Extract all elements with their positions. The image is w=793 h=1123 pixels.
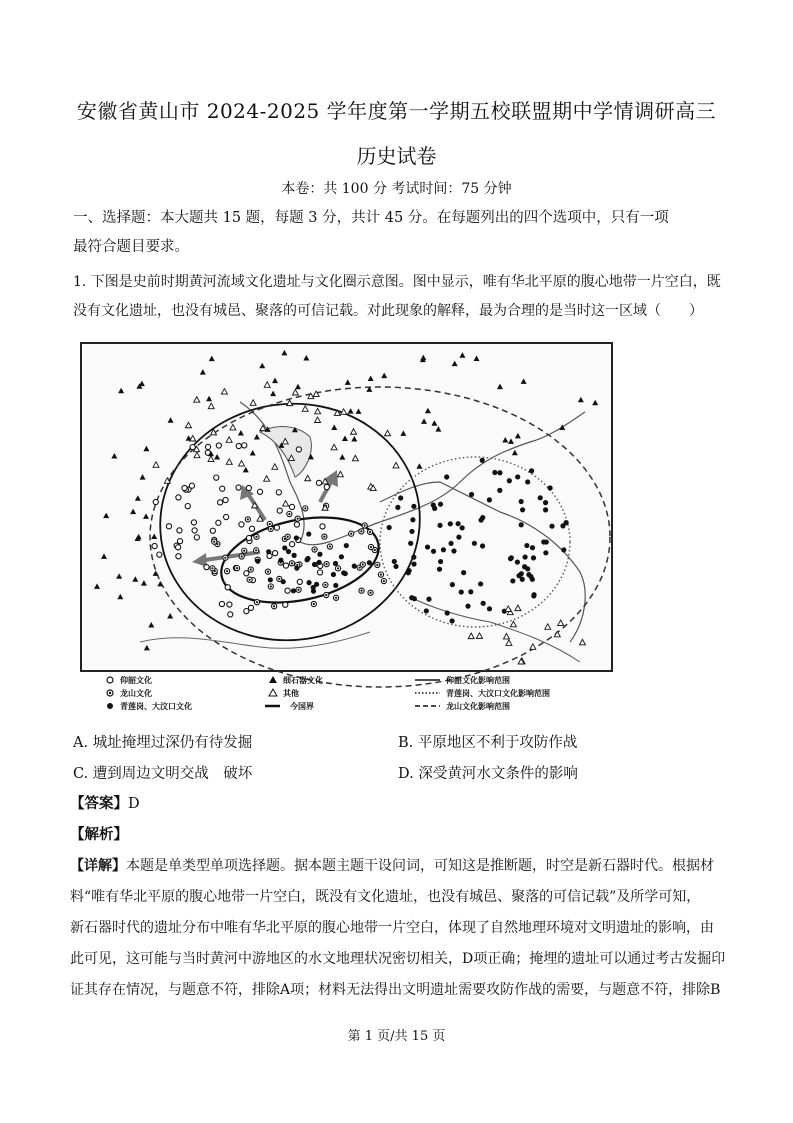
site-marker	[528, 574, 533, 579]
site-marker	[242, 548, 247, 553]
site-marker	[317, 570, 322, 575]
site-marker	[176, 554, 181, 559]
site-marker	[431, 549, 436, 554]
site-marker	[367, 560, 372, 565]
site-marker	[547, 485, 552, 490]
site-marker	[437, 567, 442, 572]
site-marker	[224, 514, 229, 519]
site-marker	[410, 517, 415, 522]
site-marker	[487, 497, 492, 502]
site-marker	[324, 484, 329, 489]
detail-line5: 证其存在情况，与题意不符，排除A项；材料无法得出文明遗址需要攻防作战的需要，与题意不符，排除B	[70, 982, 721, 998]
site-marker	[210, 566, 215, 571]
site-marker	[406, 570, 411, 575]
site-marker	[278, 558, 283, 563]
site-marker	[177, 539, 182, 544]
legend-label-microlith: 细石器文化	[283, 676, 323, 685]
site-marker	[438, 502, 443, 507]
site-marker	[223, 555, 228, 560]
site-marker	[266, 549, 271, 554]
site-marker	[438, 559, 443, 564]
site-marker	[289, 504, 294, 509]
site-marker	[375, 562, 380, 567]
site-marker	[456, 521, 461, 526]
site-marker	[324, 592, 329, 597]
page-footer: 第 1 页/共 15 页	[347, 1029, 446, 1044]
site-marker	[349, 531, 354, 536]
site-marker	[216, 520, 221, 525]
site-marker	[480, 515, 485, 520]
site-marker	[255, 559, 260, 564]
exam-title-line1: 安徽省黄山市 2024-2025 学年度第一学期五校联盟期中学情调研高三	[76, 99, 717, 123]
site-marker	[272, 604, 277, 609]
site-marker	[225, 569, 230, 574]
site-marker	[487, 606, 492, 611]
site-marker	[317, 552, 322, 557]
detail-line4: 此可见，这可能与当时黄河中游地区的水文地理状况密切相关，D项正确；掩埋的遗址可以通过考古发掘印	[70, 951, 726, 967]
site-marker	[283, 563, 288, 568]
site-marker	[378, 572, 383, 577]
site-marker	[333, 561, 338, 566]
site-marker	[194, 535, 199, 540]
site-marker	[538, 495, 543, 500]
site-marker	[362, 523, 367, 528]
site-marker	[295, 516, 300, 521]
analysis-tag: 【解析】	[70, 826, 128, 843]
site-marker	[289, 561, 294, 566]
site-marker	[227, 602, 232, 607]
question-1-line2: 没有文化遗址，也没有城邑、聚落的可信记载。对此现象的解释，最为合理的是当时这一区域（ ）	[73, 303, 703, 319]
site-marker	[322, 534, 327, 539]
site-marker	[459, 589, 464, 594]
site-marker	[333, 583, 338, 588]
site-marker	[460, 525, 465, 530]
site-marker	[191, 520, 196, 525]
site-marker	[254, 600, 259, 605]
site-marker	[359, 529, 364, 534]
site-marker	[451, 548, 456, 553]
section-instruction-line1: 一、选择题：本大题共 15 题，每题 3 分，共计 45 分。在每题列出的四个选项中，只有一项	[73, 210, 669, 226]
site-marker	[218, 500, 223, 505]
culture-site-map	[80, 342, 613, 710]
site-marker	[387, 525, 392, 530]
site-marker	[248, 605, 253, 610]
site-marker	[182, 485, 187, 490]
site-marker	[205, 444, 210, 449]
site-marker	[543, 500, 548, 505]
site-marker	[510, 578, 515, 583]
site-marker	[294, 535, 299, 540]
site-marker	[214, 475, 219, 480]
legend-label-dawenkou: 青莲岗、大汶口文化	[120, 702, 192, 710]
site-marker	[175, 545, 180, 550]
site-marker	[541, 539, 546, 544]
site-marker	[268, 526, 273, 531]
site-marker	[291, 588, 296, 593]
site-marker	[469, 492, 474, 497]
site-marker	[509, 555, 514, 560]
site-marker	[265, 569, 270, 574]
site-marker	[359, 588, 364, 593]
site-marker	[360, 562, 365, 567]
site-marker	[448, 521, 453, 526]
site-marker	[441, 547, 446, 552]
site-marker	[281, 579, 286, 584]
site-marker	[444, 474, 449, 479]
site-marker	[296, 447, 301, 452]
legend-label-longshan: 龙山文化	[120, 689, 152, 698]
answer-value: D	[128, 796, 140, 812]
site-marker	[246, 535, 251, 540]
site-marker	[339, 554, 344, 559]
site-marker	[531, 555, 536, 560]
site-marker	[412, 596, 417, 601]
option-a: A. 城址掩埋过深仍有待发掘	[73, 735, 253, 751]
site-marker	[268, 584, 273, 589]
site-marker	[152, 543, 157, 548]
site-marker	[465, 604, 470, 609]
site-marker	[285, 588, 290, 593]
option-b: B. 平原地区不利于攻防作战	[398, 735, 578, 751]
site-marker	[529, 468, 534, 473]
site-marker	[411, 555, 416, 560]
site-marker	[323, 582, 328, 587]
site-marker	[331, 572, 336, 577]
exam-title-line2: 历史试卷	[356, 144, 437, 168]
site-marker	[478, 581, 483, 586]
site-marker	[530, 545, 535, 550]
site-marker	[244, 571, 249, 576]
site-marker	[437, 523, 442, 528]
site-marker	[254, 548, 259, 553]
site-marker	[431, 502, 436, 507]
exam-meta: 本卷：共 100 分 考试时间：75 分钟	[281, 181, 512, 197]
site-marker	[472, 541, 477, 546]
site-marker	[335, 566, 340, 571]
site-marker	[177, 528, 182, 533]
site-marker	[317, 560, 322, 565]
site-marker	[311, 601, 316, 606]
site-marker	[480, 543, 485, 548]
site-marker	[257, 489, 262, 494]
site-marker	[277, 508, 282, 513]
site-marker	[212, 539, 217, 544]
map-legend	[107, 675, 550, 710]
site-marker	[515, 559, 520, 564]
question-1-line1: 1. 下图是史前时期黄河流域文化遗址与文化圈示意图。图中显示，唯有华北平原的腹心地带一片空白，既	[73, 274, 721, 290]
site-marker	[426, 597, 431, 602]
site-marker	[157, 552, 162, 557]
answer-tag: 【答案】	[70, 795, 128, 812]
site-marker	[324, 562, 329, 567]
site-marker	[449, 618, 454, 623]
site-marker	[468, 589, 473, 594]
answer-line	[70, 792, 140, 813]
site-marker	[204, 565, 209, 570]
site-marker	[395, 505, 400, 510]
site-marker	[216, 443, 221, 448]
site-marker	[247, 577, 252, 582]
site-marker	[283, 602, 288, 607]
site-marker	[524, 543, 529, 548]
site-marker	[367, 529, 372, 534]
legend-label-border: 今国界	[290, 702, 314, 710]
site-marker	[239, 522, 244, 527]
site-marker	[248, 567, 253, 572]
site-marker	[306, 580, 311, 585]
detail-tag: 【详解】	[70, 858, 126, 874]
site-marker	[285, 534, 290, 539]
legend-label-yangshao: 仰韶文化	[120, 676, 152, 685]
site-marker	[519, 571, 524, 576]
site-marker	[296, 587, 301, 592]
site-marker	[320, 524, 325, 529]
site-marker	[368, 544, 373, 549]
site-marker	[292, 553, 297, 558]
site-marker	[515, 474, 520, 479]
site-marker	[268, 577, 273, 582]
site-marker	[294, 566, 299, 571]
site-marker	[234, 566, 239, 571]
site-marker	[166, 524, 171, 529]
site-marker	[525, 479, 530, 484]
detail-text-1: 本题是单类型单项选择题。据本题主题干设问词，可知这是推断题，时空是新石器时代。根据材	[126, 858, 714, 874]
site-marker	[228, 612, 233, 617]
site-marker	[507, 478, 512, 483]
site-marker	[246, 485, 251, 490]
legend-label-dawenkou-range: 青莲岗、大汶口文化影响范围	[446, 689, 550, 698]
site-marker	[305, 556, 310, 561]
legend-label-other: 其他	[283, 689, 299, 698]
site-marker	[192, 528, 197, 533]
site-marker	[425, 544, 430, 549]
site-marker	[408, 541, 413, 546]
site-marker	[381, 578, 386, 583]
site-marker	[176, 495, 181, 500]
site-marker	[333, 595, 338, 600]
site-marker	[445, 610, 450, 615]
site-marker	[287, 511, 292, 516]
site-marker	[223, 497, 228, 502]
site-marker	[210, 528, 215, 533]
site-marker	[185, 503, 190, 508]
site-marker	[276, 490, 281, 495]
site-marker	[327, 544, 332, 549]
site-marker	[294, 522, 299, 527]
site-marker	[236, 485, 241, 490]
site-marker	[189, 483, 194, 488]
site-marker	[274, 525, 279, 530]
site-marker	[497, 488, 502, 493]
site-marker	[219, 601, 224, 606]
site-marker	[409, 529, 414, 534]
site-marker	[344, 543, 349, 548]
site-marker	[523, 554, 528, 559]
site-marker	[398, 495, 403, 500]
site-marker	[392, 559, 397, 564]
site-marker	[312, 547, 317, 552]
site-marker	[239, 554, 244, 559]
site-marker	[245, 517, 250, 522]
site-marker	[456, 535, 461, 540]
site-marker	[497, 470, 502, 475]
detail-line2: 料“唯有华北平原的腹心地带一片空白，既没有文化遗址，也没有城邑、聚落的可信记载”及所学可知，	[70, 889, 701, 905]
site-marker	[411, 561, 416, 566]
site-marker	[249, 526, 254, 531]
legend-label-yangshao-range: 仰韶文化影响范围	[446, 676, 510, 685]
site-marker	[525, 566, 530, 571]
site-marker	[343, 571, 348, 576]
site-marker	[481, 601, 486, 606]
option-c: C. 遭到周边文明交战 破坏	[73, 766, 253, 782]
site-marker	[549, 524, 554, 529]
site-marker	[352, 564, 357, 569]
site-marker	[411, 504, 416, 509]
site-marker	[561, 547, 566, 552]
detail-line1	[70, 852, 730, 880]
site-marker	[450, 582, 455, 587]
site-marker	[461, 570, 466, 575]
site-marker	[519, 499, 524, 504]
site-marker	[290, 542, 295, 547]
site-marker	[242, 443, 247, 448]
site-marker	[312, 562, 317, 567]
option-d: D. 深受黄河水文条件的影响	[398, 766, 578, 782]
site-marker	[316, 480, 321, 485]
site-marker	[560, 523, 565, 528]
site-marker	[306, 531, 311, 536]
site-marker	[492, 470, 497, 475]
site-marker	[190, 445, 195, 450]
site-marker	[236, 443, 241, 448]
site-marker	[282, 545, 287, 550]
site-marker	[520, 507, 525, 512]
site-marker	[519, 522, 524, 527]
section-instruction-line2: 最符合题目要求。	[73, 239, 189, 255]
site-marker	[448, 541, 453, 546]
site-marker	[153, 499, 158, 504]
site-marker	[273, 551, 278, 556]
site-marker	[220, 486, 225, 491]
site-marker	[267, 521, 272, 526]
site-marker	[303, 506, 308, 511]
site-marker	[368, 590, 373, 595]
site-marker	[543, 507, 548, 512]
site-marker	[254, 534, 259, 539]
site-marker	[424, 608, 429, 613]
site-marker	[531, 592, 536, 597]
legend-label-longshan-range: 龙山文化影响范围	[446, 702, 510, 710]
site-marker	[543, 550, 548, 555]
site-marker	[393, 564, 398, 569]
site-marker	[480, 458, 485, 463]
detail-line3: 新石器时代的遗址分布中唯有华北平原的腹心地带一片空白，体现了自然地理环境对文明遗址的影响，由	[70, 920, 714, 936]
site-marker	[225, 585, 230, 590]
site-marker	[314, 582, 319, 587]
site-marker	[297, 579, 302, 584]
site-marker	[286, 549, 291, 554]
